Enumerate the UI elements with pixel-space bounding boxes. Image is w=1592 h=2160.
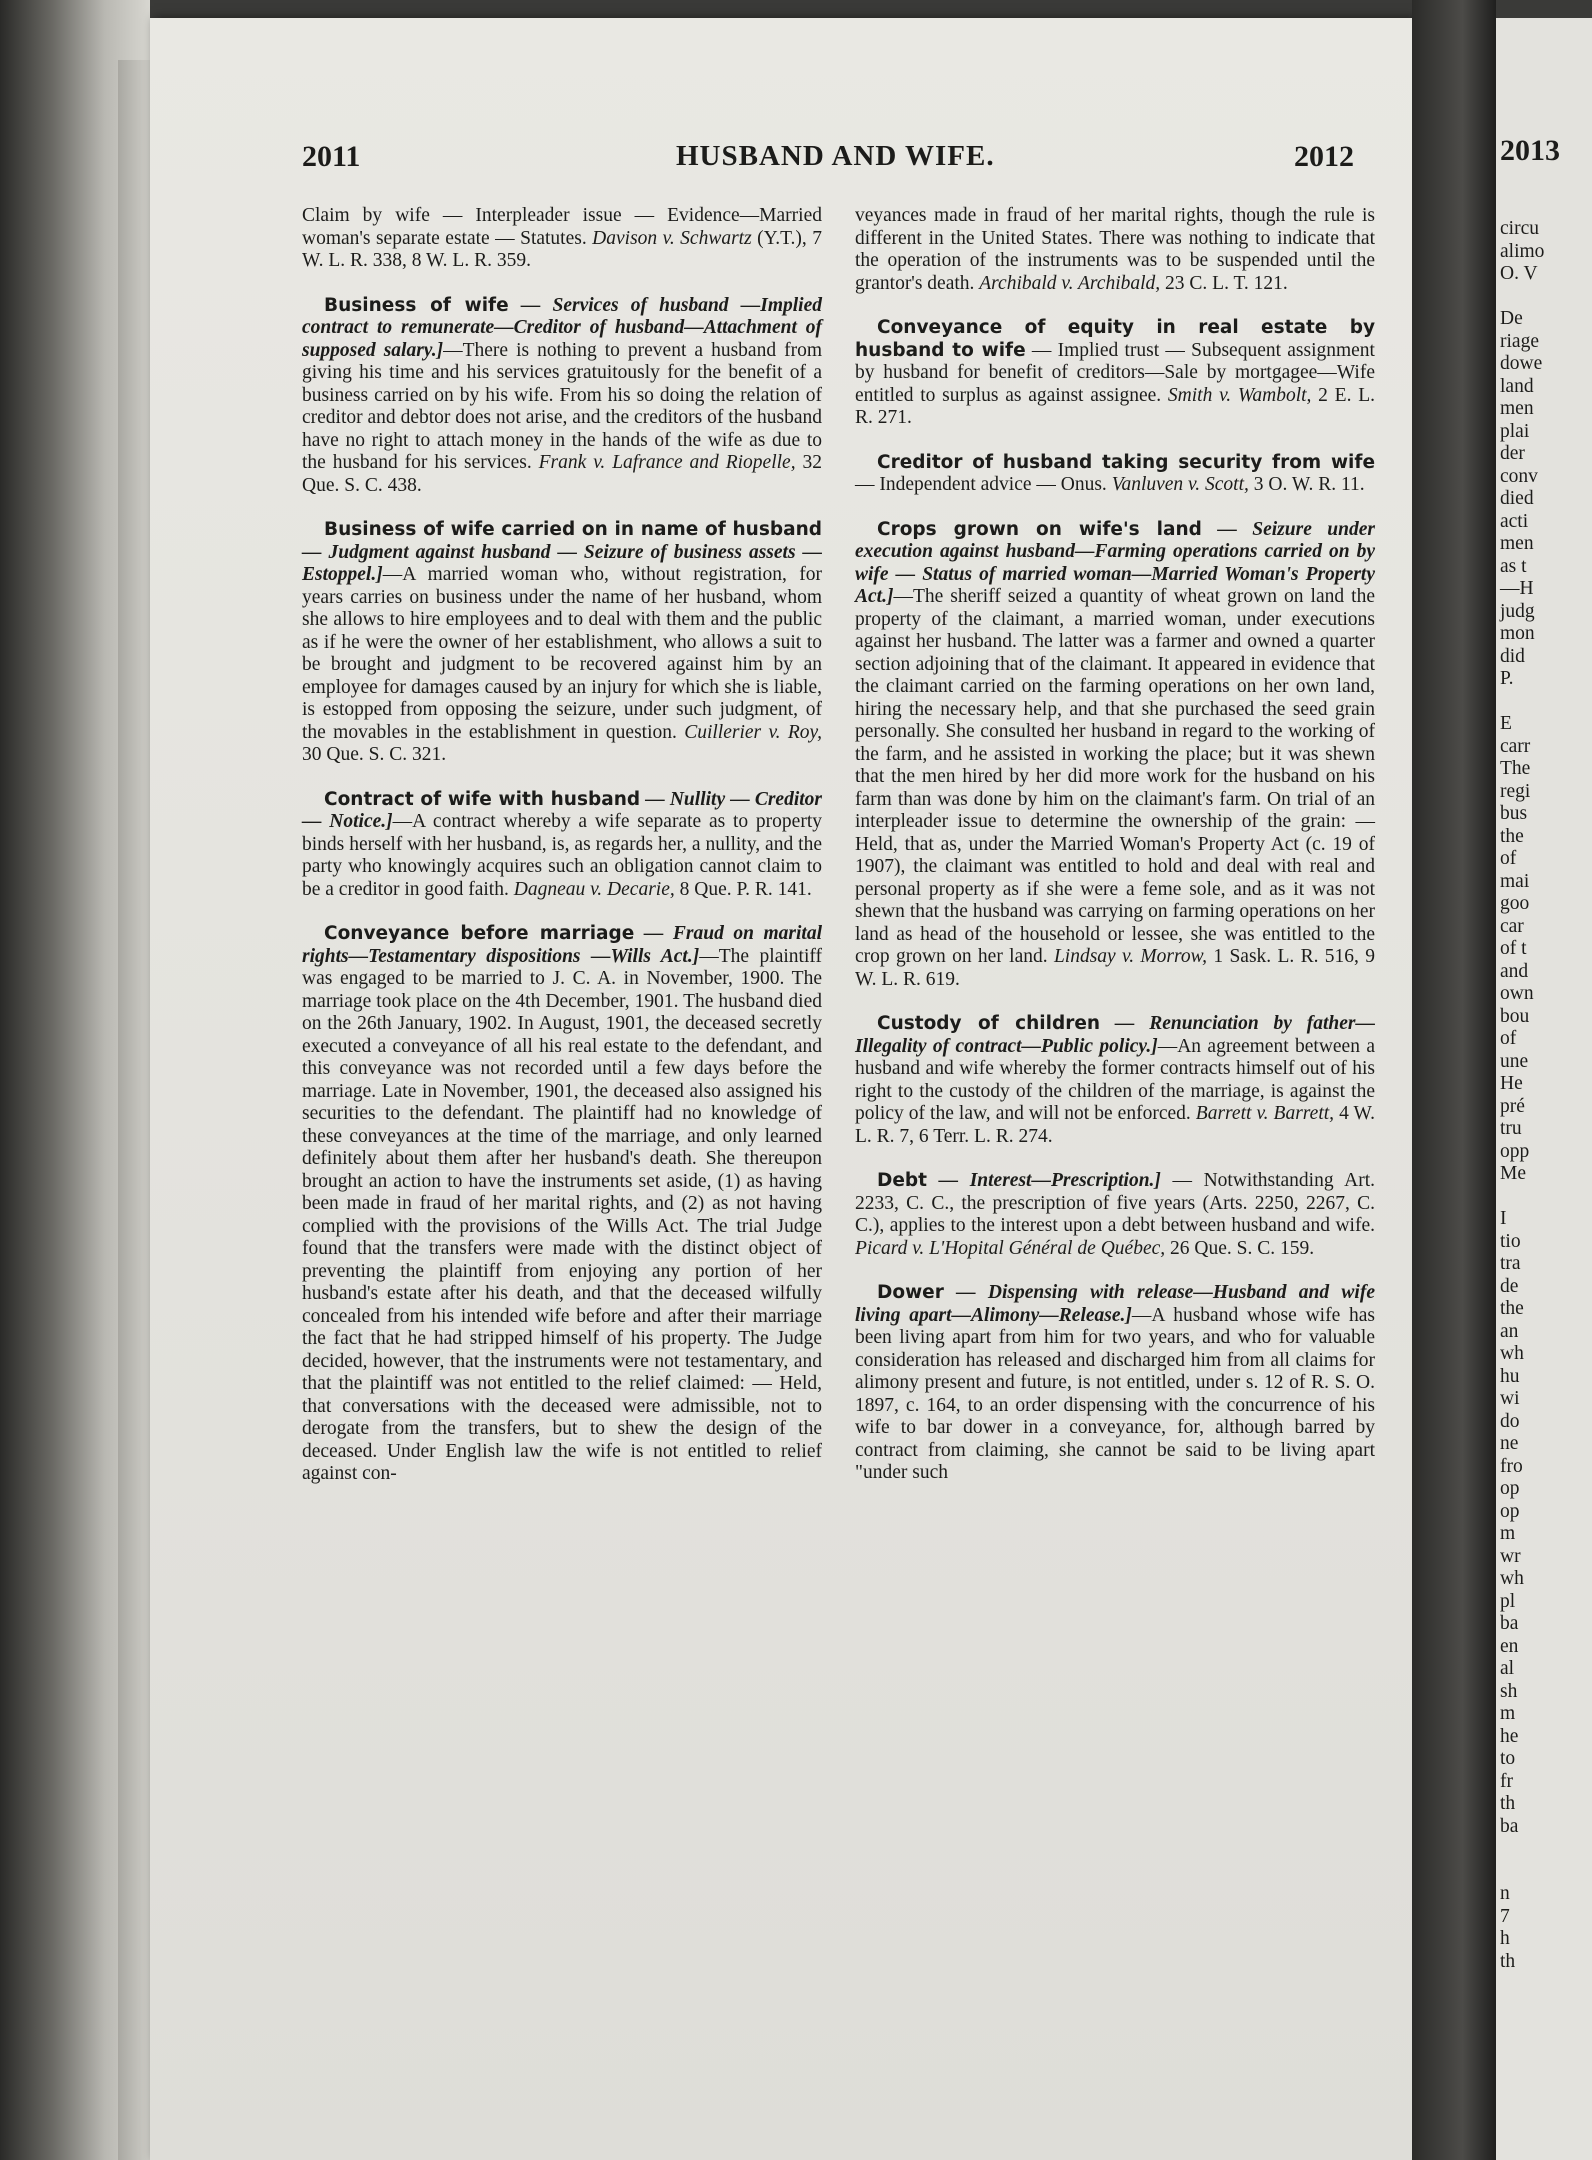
next-page-fragment: died <box>1500 488 1534 509</box>
next-page-fragment: to <box>1500 1748 1516 1769</box>
next-page-fragment: plai <box>1500 420 1530 442</box>
next-page-fragment: wi <box>1500 1388 1520 1409</box>
entry-heading: Conveyance before marriage <box>324 923 635 944</box>
entry-heading: Debt <box>877 1170 927 1191</box>
case-citation: 23 C. L. T. 121. <box>1160 272 1288 294</box>
case-name: Smith v. Wambolt, <box>1167 384 1312 406</box>
next-page-fragment: did <box>1500 645 1525 667</box>
next-page-fragment: pré <box>1500 1095 1525 1117</box>
next-page-fragment: judg <box>1500 600 1535 622</box>
next-page-fragment: —H <box>1500 578 1534 599</box>
next-page-fragment: tru <box>1500 1118 1522 1139</box>
next-page-fragment: dowe <box>1500 353 1543 374</box>
next-page-edge <box>1496 18 1592 2160</box>
next-page-fragment: men <box>1500 398 1534 419</box>
next-page-fragment: P. <box>1500 668 1514 689</box>
case-citation: 32 Que. S. C. 438. <box>302 452 823 496</box>
next-page-fragment: mai <box>1500 870 1530 892</box>
case-name: Vanluven v. Scott, <box>1111 474 1249 495</box>
next-page-fragment: and <box>1500 960 1529 982</box>
entry-text: —A contract whereby a wife separate as to property binds herself with her husband, is, as regards her, a nullity, and the party who knowingly acquires such an obligation cannot claim to be a creditor in good faith. <box>302 811 822 900</box>
left-page-number: 2011 <box>302 140 361 173</box>
next-page-fragment: car <box>1500 915 1524 937</box>
next-page-fragment: th <box>1500 1950 1516 1972</box>
case-name: Dagneau v. Decarie, <box>513 878 675 900</box>
next-page-fragment: op <box>1500 1500 1520 1522</box>
next-page-fragment: der <box>1500 443 1525 464</box>
entry-text: — Notwithstanding Art. 2233, C. C., the prescription of five years (Arts. 2250, 2267, C. C.), applies to the interest upon a debt between husband and wife. <box>855 1170 1375 1236</box>
entry-keywords: — Services of husband —Implied contract to remunerate—Creditor of husband—Attachment of supposed salary.] <box>302 294 822 361</box>
entry-heading: Conveyance of equity in real estate by husband to wife <box>855 317 1375 361</box>
next-page-fragment: Me <box>1500 1163 1526 1184</box>
next-page-fragment: 7 <box>1500 1905 1510 1927</box>
entry-heading: Custody of children <box>877 1013 1101 1034</box>
right-page-number: 2012 <box>1294 140 1354 173</box>
next-page-fragment: h <box>1500 1928 1510 1949</box>
next-page-fragment: opp <box>1500 1140 1530 1162</box>
digest-entry <box>855 317 1375 430</box>
case-name: Cuillerier v. Roy, <box>684 721 822 743</box>
case-name: Archibald v. Archibald, <box>979 272 1161 294</box>
entry-heading: Creditor of husband taking security from wife <box>877 451 1375 473</box>
entry-keywords: — Nullity — Creditor — Notice.] <box>302 788 822 832</box>
entry-keywords: — Judgment against husband — Seizure of business assets — Estoppel.] <box>302 541 822 585</box>
case-citation: 30 Que. S. C. 321. <box>302 744 447 765</box>
next-page-fragment: O. V <box>1500 263 1538 284</box>
next-page-fragment: wr <box>1500 1545 1521 1567</box>
entry-keywords: — Dispensing with release—Husband and wife living apart—Alimony—Release.] <box>855 1282 1375 1326</box>
digest-entry <box>855 1282 1375 1485</box>
entry-text: Claim by wife — Interpleader issue — Evidence—Married woman's separate estate — Statutes. <box>302 205 822 249</box>
next-page-fragment: own <box>1500 983 1534 1004</box>
case-citation: 2 E. L. R. 271. <box>855 384 1375 428</box>
next-page-fragment: riage <box>1500 330 1539 352</box>
next-page-fragment: the <box>1500 825 1524 847</box>
case-name: Barrett v. Barrett, <box>1195 1103 1335 1124</box>
next-page-fragment: do <box>1500 1410 1520 1432</box>
next-page-fragment: I <box>1500 1208 1507 1229</box>
next-page-fragment: fr <box>1500 1770 1513 1792</box>
case-citation: 3 O. W. R. 11. <box>1248 474 1365 495</box>
running-title: HUSBAND AND WIFE. <box>676 140 995 172</box>
next-page-fragment: acti <box>1500 510 1529 532</box>
entry-text: —The sheriff seized a quantity of wheat grown on land the property of the claimant, a married woman, under executions against her husband. The latter was a farmer and owned a quarter section adjoining that of the claimant. It appeared in evidence that the claimant carried on the farming operations on her own land, hiring the necessary help, and that she purchased the seed grain personally. She consulted her husband in regard to the working of the farm, and he assisted in working the place; but it was shewn that the men hired by her did more work for the husband on his farm than was done by him on the claimant's farm. On trial of an interpleader issue to determine the ownership of the grain: — Held, that as, under the Married Woman's Property Act (c. 19 of 1907), the claimant was entitled to hold and deal with real and personal property as if she were a feme sole, and as it was not shewn that the husband was carrying on farming operations on her land as head of the household or lessee, she was entitled to the crop grown on her land. <box>855 586 1375 967</box>
case-name: Davison v. Schwartz <box>592 227 752 249</box>
next-page-fragment: ne <box>1500 1433 1519 1454</box>
next-page-fragment: tio <box>1500 1230 1521 1252</box>
next-page-fragment: m <box>1500 1523 1516 1544</box>
next-page-fragment: goo <box>1500 893 1530 914</box>
entry-text: —A husband whose wife has been living apart from him for two years, and who for valuable consideration has released and discharged him from all claims for alimony present and future, is not entitled, under s. 12 of R. S. O. 1897, c. 164, to an order dispensing with the concurrence of his wife to bar dower in a conveyance, for, although barred by contract from claiming, she cannot be said to be living apart "under such <box>855 1304 1375 1483</box>
next-page-fragment: al <box>1500 1658 1515 1679</box>
next-page-fragment: op <box>1500 1478 1520 1499</box>
next-page-fragment: regi <box>1500 780 1531 802</box>
next-page-fragment: the <box>1500 1298 1524 1319</box>
entry-keywords: — Seizure under execution against husband—Farming operations carried on by wife — Status of married woman—Married Woman's Property Act.] <box>855 518 1375 607</box>
entry-keywords: — Fraud on marital rights—Testamentary dispositions —Wills Act.] <box>302 923 822 967</box>
entry-heading: Business of wife <box>324 294 509 316</box>
next-page-fragment: De <box>1500 308 1523 329</box>
next-page-fragment: sh <box>1500 1680 1518 1702</box>
digest-entry <box>855 519 1375 992</box>
digest-entry <box>302 205 822 273</box>
entry-text: — Implied trust — Subsequent assignment by husband for benefit of creditors—Sale by mortgagee—Wife entitled to surplus as against assignee. <box>855 339 1375 406</box>
left-column <box>302 205 822 1508</box>
case-citation: 1 Sask. L. R. 516, 9 W. L. R. 619. <box>855 946 1375 990</box>
next-page-fragment: fro <box>1500 1455 1523 1477</box>
next-page-fragment: conv <box>1500 465 1538 487</box>
next-page-fragment: th <box>1500 1793 1516 1814</box>
next-page-fragment: n <box>1500 1883 1510 1904</box>
next-page-fragment: wh <box>1500 1568 1524 1589</box>
digest-entry <box>855 1170 1375 1260</box>
next-page-fragment: bus <box>1500 803 1528 824</box>
case-citation: (Y.T.), 7 W. L. R. 338, 8 W. L. R. 359. <box>302 227 822 271</box>
digest-entry <box>302 789 822 902</box>
entry-keywords: — Interest—Prescription.] <box>927 1170 1161 1191</box>
digest-entry <box>302 923 822 1486</box>
next-page-fragment: E <box>1500 713 1512 734</box>
case-name: Picard v. L'Hopital Général de Québec, <box>855 1237 1166 1259</box>
digest-entry <box>302 519 822 767</box>
entry-heading: Contract of wife with husband <box>324 788 641 810</box>
next-page-fragment: an <box>1500 1320 1519 1342</box>
next-page-fragment: circu <box>1500 218 1539 239</box>
entry-heading: Dower <box>877 1282 944 1303</box>
next-page-number: 2013 <box>1500 134 1560 167</box>
next-page-fragment: carr <box>1500 735 1531 757</box>
digest-entry <box>302 295 822 498</box>
entry-text: — Independent advice — Onus. <box>855 474 1112 495</box>
entry-heading: Business of wife carried on in name of husband <box>324 519 822 540</box>
next-page-fragment: men <box>1500 533 1534 554</box>
next-page-fragment: of t <box>1500 938 1527 959</box>
case-citation: 8 Que. P. R. 141. <box>674 878 812 900</box>
entry-text: —The plaintiff was engaged to be married to J. C. A. in November, 1900. The marriage took place on the 4th December, 1901. The husband died on the 26th January, 1902. In August, 1901, the deceased secretly executed a conveyance of all his real estate to the defendant, and this conveyance was not recorded until a few days before the marriage. Late in November, 1901, the deceased also assigned his securities to the defendant. The plaintiff had no knowledge of these conveyances at the time of the marriage, and only learned definitely about them after her husband's death. She thereupon brought an action to have the instruments set aside, (1) as having been made in fraud of her marital rights, and (2) as not having complied with the provisions of the Wills Act. The trial Judge found that the transfers were made with the distinct object of preventing the plaintiff from enjoying any portion of her husband's estate after his death, and that the deceased wilfully concealed from his intended wife before and after their marriage the fact that he had stripped himself of his property. The Judge decided, however, that the instruments were not testamentary, and that the plaintiff was not entitled to the relief claimed: — Held, that conversations with the deceased were admissible, not to derogate from the transfers, but to shew the design of the deceased. Under English law the wife is not entitled to relief against con- <box>302 945 823 1484</box>
next-page-fragment: The <box>1500 758 1531 779</box>
entry-heading: Crops grown on wife's land <box>877 518 1202 540</box>
case-name: Frank v. Lafrance and Riopelle, <box>538 452 796 473</box>
next-page-fragment: pl <box>1500 1590 1516 1612</box>
next-page-fragment: hu <box>1500 1365 1520 1387</box>
case-citation: 26 Que. S. C. 159. <box>1165 1237 1315 1259</box>
next-page-fragment: une <box>1500 1050 1529 1072</box>
next-page-fragment: de <box>1500 1275 1519 1297</box>
digest-entry <box>855 205 1375 295</box>
next-page-fragment: en <box>1500 1635 1519 1657</box>
next-page-fragment: ba <box>1500 1815 1519 1837</box>
entry-text: veyances made in fraud of her marital rights, though the rule is different in the United States. There was nothing to indicate that the operation of the instruments was to be suspended until the grantor's death. <box>855 205 1375 294</box>
next-page-fragment: bou <box>1500 1005 1530 1027</box>
entry-text: —A married woman who, without registration, for years carries on business under the name of her husband, whom she allows to hire employees and to deal with them and the public as if he were the owner of her establishment, who allows a suit to be brought and judgment to be recovered against him by an employee for damages caused by an injury for which she is liable, is estopped from opposing the seizure, under such judgment, of the movables in the establishment in question. <box>302 564 822 743</box>
next-page-fragment: alimo <box>1500 240 1545 262</box>
next-page-fragment: ba <box>1500 1613 1519 1634</box>
next-page-fragment: of <box>1500 848 1517 869</box>
digest-entry <box>855 452 1375 497</box>
next-page-fragment: he <box>1500 1725 1519 1747</box>
entry-keywords: — Renunciation by father—Illegality of contract—Public policy.] <box>855 1013 1375 1057</box>
next-page-fragment: wh <box>1500 1343 1524 1364</box>
next-page-fragment: tra <box>1500 1253 1521 1274</box>
entry-text: —There is nothing to prevent a husband from giving his time and his services gratuitously for the benefit of a business carried on by his wife. From his so doing the relation of creditor and debtor does not arise, and the creditors of the husband have no right to attach money in the hands of the wife as due to the husband for his services. <box>302 339 822 473</box>
digest-entry <box>855 1013 1375 1148</box>
entry-text: —An agreement between a husband and wife whereby the former contracts himself out of his right to the custody of the children of the marriage, is against the policy of the law, and will not be enforced. <box>855 1035 1375 1124</box>
next-page-fragment: mon <box>1500 623 1535 644</box>
right-column <box>855 205 1375 1507</box>
book-gutter <box>1412 0 1496 2160</box>
next-page-fragment: land <box>1500 375 1534 397</box>
next-page-fragment: as t <box>1500 555 1527 577</box>
next-page-fragment: He <box>1500 1073 1523 1094</box>
case-citation: 4 W. L. R. 7, 6 Terr. L. R. 274. <box>855 1103 1376 1147</box>
case-name: Lindsay v. Morrow, <box>1053 946 1208 967</box>
next-page-fragment: of <box>1500 1028 1517 1049</box>
next-page-fragment: m <box>1500 1703 1516 1724</box>
